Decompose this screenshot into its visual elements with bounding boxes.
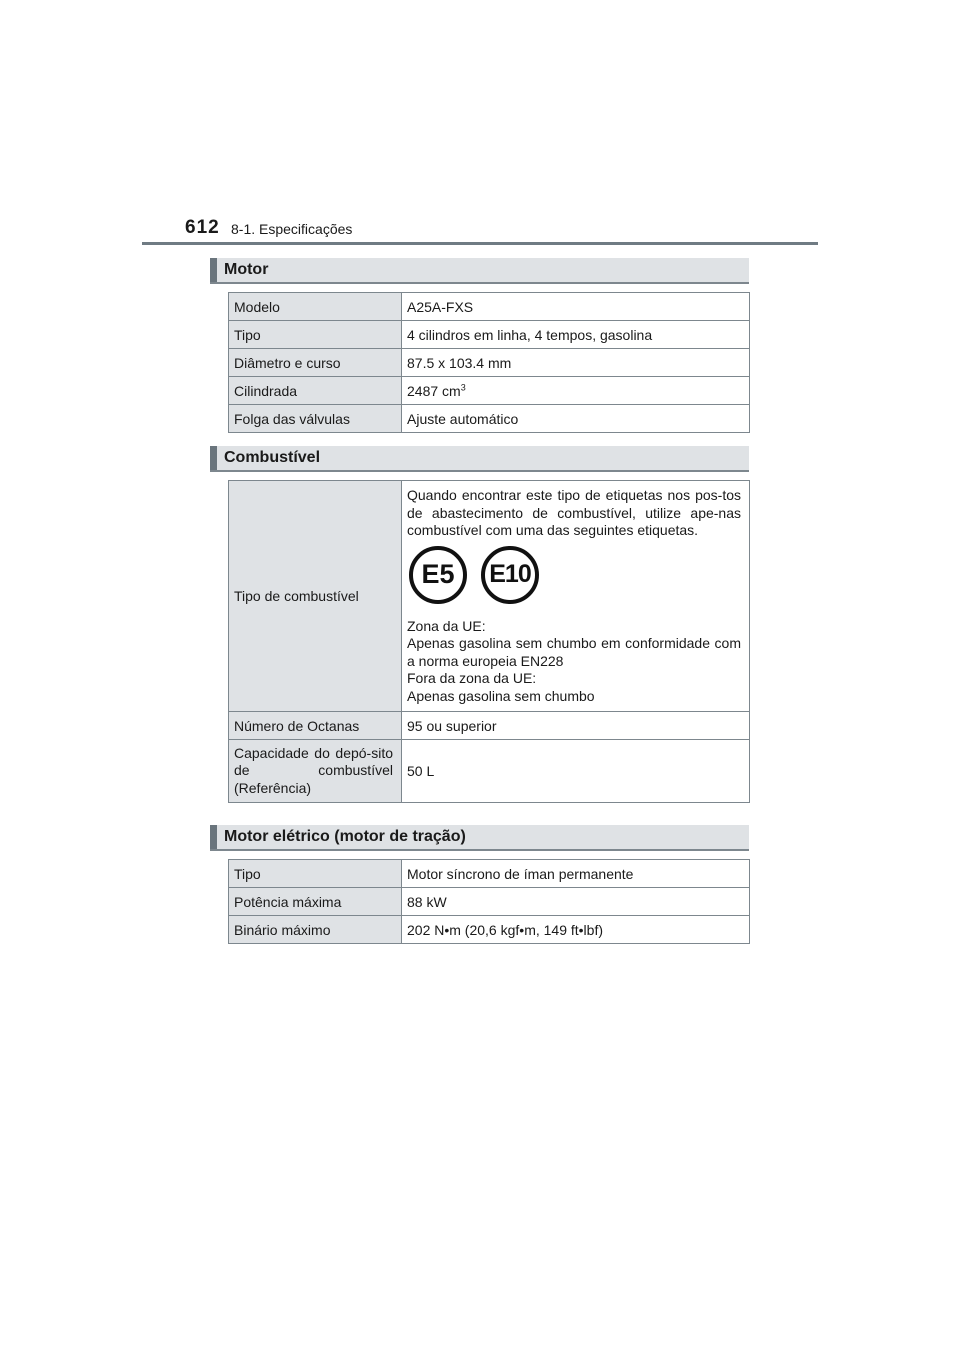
table-row	[229, 377, 750, 405]
table-row	[229, 321, 750, 349]
table-row	[229, 405, 750, 433]
e10-label-text: E10	[489, 560, 531, 588]
header-divider	[142, 242, 818, 245]
table-row	[229, 293, 750, 321]
table-row	[229, 860, 750, 888]
section-path: 8-1. Especificações	[231, 221, 353, 237]
spec-value: 88 kW	[402, 888, 750, 916]
heading-accent-bar	[210, 825, 217, 849]
spec-value: 50 L	[402, 740, 750, 803]
spec-value: Motor síncrono de íman permanente	[402, 860, 750, 888]
superscript-exponent: 3	[460, 381, 466, 392]
e5-label-text: E5	[421, 559, 455, 589]
spec-value: 95 ou superior	[402, 712, 750, 740]
motor-spec-table	[228, 292, 750, 433]
fuel-line: Apenas gasolina sem chumbo	[407, 687, 595, 704]
heading-accent-bar	[210, 446, 217, 470]
spec-value: 4 cilindros em linha, 4 tempos, gasolina	[402, 321, 750, 349]
section-heading-motor-eletrico	[210, 825, 749, 851]
section-title: Combustível	[224, 449, 321, 466]
fuel-line: Fora da zona da UE:	[407, 670, 537, 686]
spec-value: Ajuste automático	[402, 405, 750, 433]
page-header	[0, 0, 960, 248]
spec-key: Cilindrada	[229, 377, 402, 405]
fuel-spec-table	[228, 480, 750, 803]
section-heading-motor	[210, 258, 749, 284]
table-row	[229, 481, 750, 712]
spec-key: Capacidade do depó-sito de combustível (Referência)	[229, 740, 402, 803]
table-row	[229, 349, 750, 377]
spec-key: Modelo	[229, 293, 402, 321]
section-title: Motor	[224, 261, 269, 278]
spec-key: Número de Octanas	[229, 712, 402, 740]
heading-accent-bar	[210, 258, 217, 282]
fuel-conditions	[407, 618, 741, 712]
fuel-intro-text: Quando encontrar este tipo de etiquetas nos pos-tos de abastecimento de combustível, utilize ape-nas combustível com uma das seguintes etiquetas.	[407, 487, 741, 538]
page-number: 612	[185, 217, 220, 238]
displacement-value: 2487 cm	[407, 382, 461, 399]
section-title: Motor elétrico (motor de tração)	[224, 828, 466, 845]
spec-value: A25A-FXS	[402, 293, 750, 321]
e5-label-icon	[409, 546, 467, 604]
fuel-line: Zona da UE:	[407, 617, 486, 634]
table-row	[229, 888, 750, 916]
spec-key: Tipo	[229, 321, 402, 349]
spec-key: Folga das válvulas	[229, 405, 402, 433]
spec-value	[402, 377, 750, 405]
section-heading-combustivel	[210, 446, 749, 472]
fuel-line: Apenas gasolina sem chumbo em conformidade com a norma europeia EN228	[407, 635, 741, 669]
table-row	[229, 712, 750, 740]
table-row	[229, 740, 750, 803]
electric-motor-spec-table	[228, 859, 750, 944]
spec-value: 202 N•m (20,6 kgf•m, 149 ft•lbf)	[402, 916, 750, 944]
spec-key: Binário máximo	[229, 916, 402, 944]
fuel-intro	[407, 481, 741, 540]
e10-label-icon	[481, 546, 539, 604]
spec-value: 87.5 x 103.4 mm	[402, 349, 750, 377]
table-row	[229, 916, 750, 944]
spec-key: Tipo de combustível	[229, 481, 402, 712]
fuel-labels	[407, 546, 741, 614]
spec-key: Potência máxima	[229, 888, 402, 916]
spec-key: Tipo	[229, 860, 402, 888]
spec-key: Diâmetro e curso	[229, 349, 402, 377]
fuel-type-cell	[402, 481, 750, 712]
